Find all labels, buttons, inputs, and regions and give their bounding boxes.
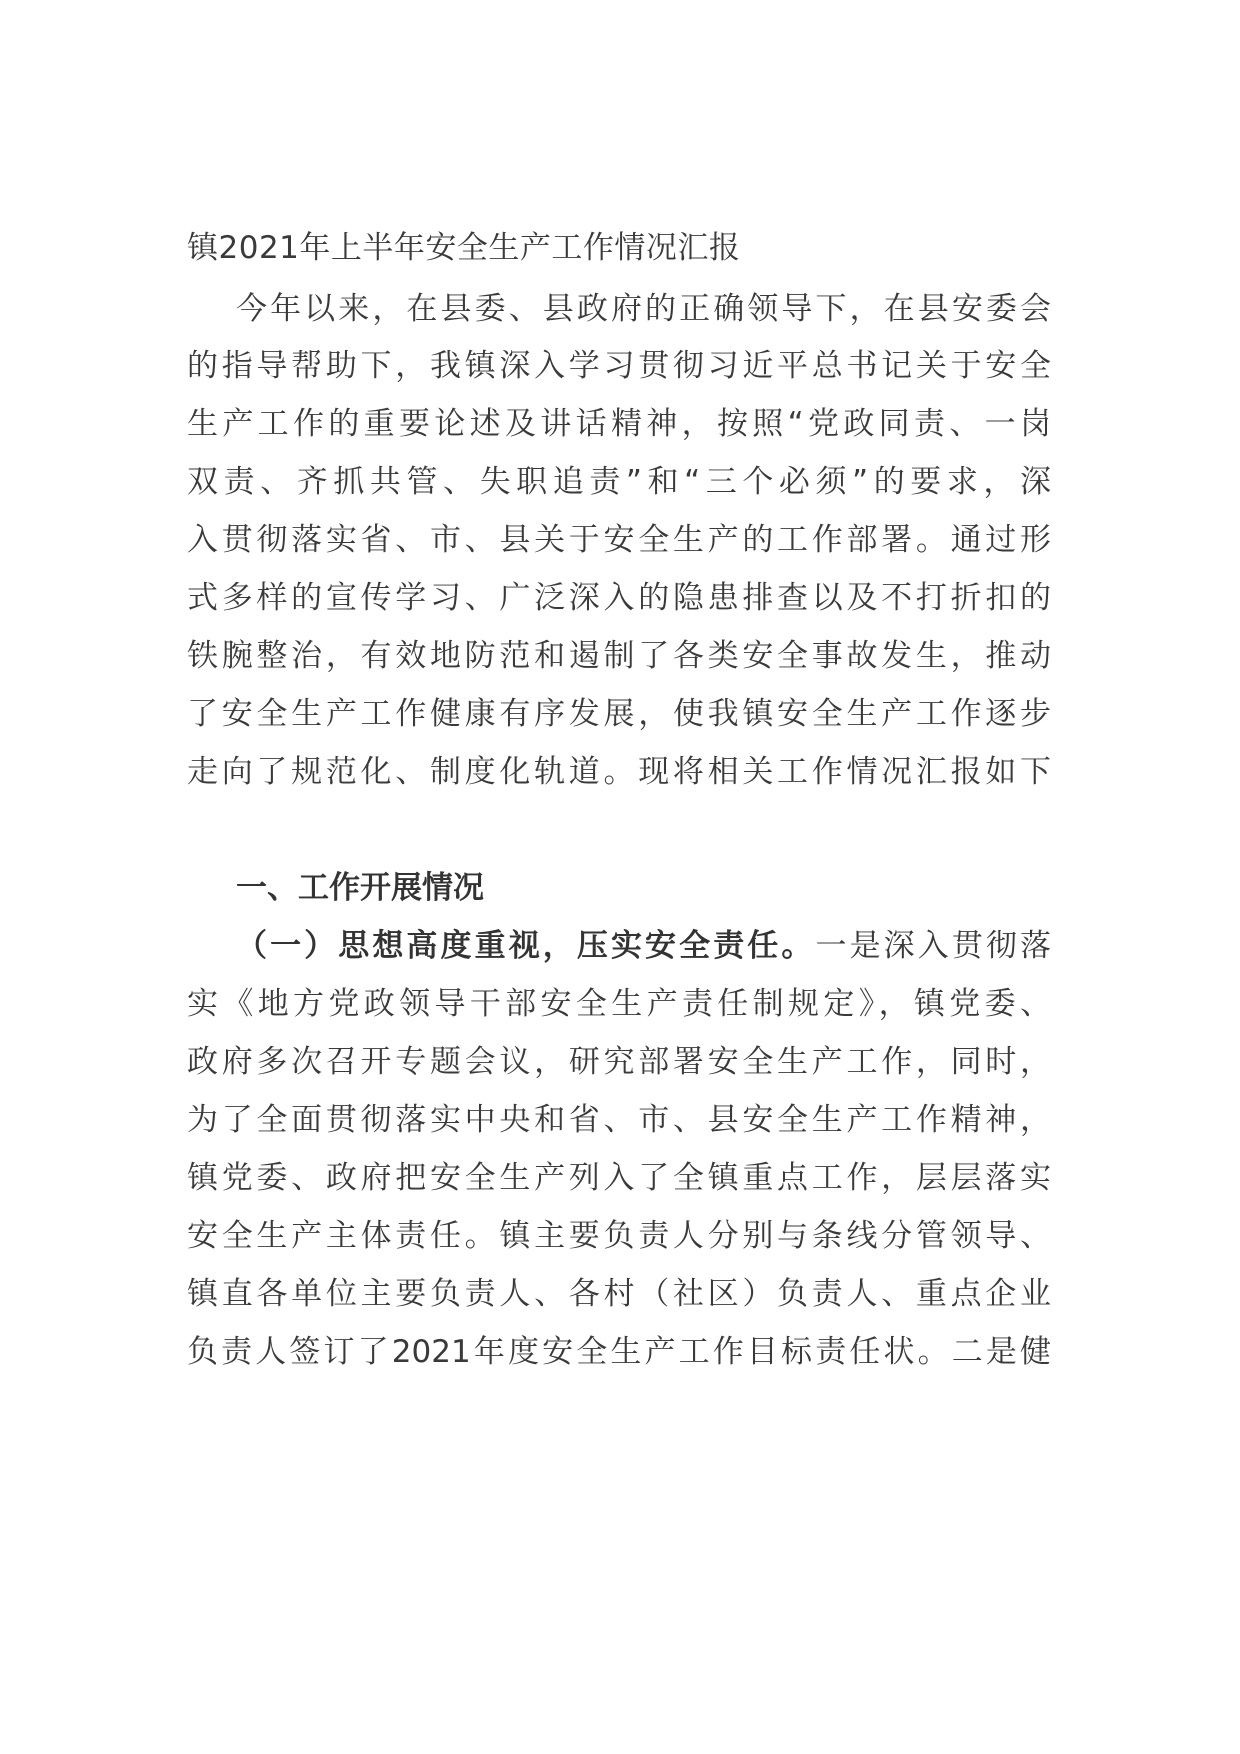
intro-line-6: 式多样的宣传学习、广泛深入的隐患排查以及不打折扣的	[187, 580, 1051, 616]
subsection-line-8: 负责人签订了2021年度安全生产工作目标责任状。二是健	[187, 1334, 1051, 1370]
subsection-bold-lead: （一）思想高度重视，压实安全责任。	[236, 928, 816, 964]
section-heading: 一、工作开展情况	[236, 870, 484, 906]
intro-line-4: 双责、齐抓共管、失职追责”和“三个必须”的要求，深	[187, 464, 1051, 500]
document-title: 镇2021年上半年安全生产工作情况汇报	[187, 230, 741, 266]
intro-line-9: 走向了规范化、制度化轨道。现将相关工作情况汇报如下	[187, 754, 1051, 790]
subsection-line-7: 镇直各单位主要负责人、各村（社区）负责人、重点企业	[187, 1276, 1051, 1312]
subsection-line-6: 安全生产主体责任。镇主要负责人分别与条线分管领导、	[187, 1218, 1051, 1254]
intro-line-5: 入贯彻落实省、市、县关于安全生产的工作部署。通过形	[187, 522, 1051, 558]
subsection-line-2: 实《地方党政领导干部安全生产责任制规定》，镇党委、	[187, 986, 1051, 1022]
intro-line-1: 今年以来，在县委、县政府的正确领导下，在县安委会	[236, 291, 1051, 327]
intro-line-8: 了安全生产工作健康有序发展，使我镇安全生产工作逐步	[187, 696, 1051, 732]
intro-line-7: 铁腕整治，有效地防范和遏制了各类安全事故发生，推动	[187, 638, 1051, 674]
subsection-first-line-rest: 一是深入贯彻落	[815, 928, 1052, 964]
subsection-line-3: 政府多次召开专题会议，研究部署安全生产工作，同时，	[187, 1044, 1051, 1080]
intro-line-3: 生产工作的重要论述及讲话精神，按照“党政同责、一岗	[187, 406, 1051, 442]
subsection-first-line	[236, 926, 1051, 966]
intro-line-2: 的指导帮助下，我镇深入学习贯彻习近平总书记关于安全	[187, 348, 1051, 384]
subsection-line-4: 为了全面贯彻落实中央和省、市、县安全生产工作精神，	[187, 1102, 1051, 1138]
subsection-line-5: 镇党委、政府把安全生产列入了全镇重点工作，层层落实	[187, 1160, 1051, 1196]
